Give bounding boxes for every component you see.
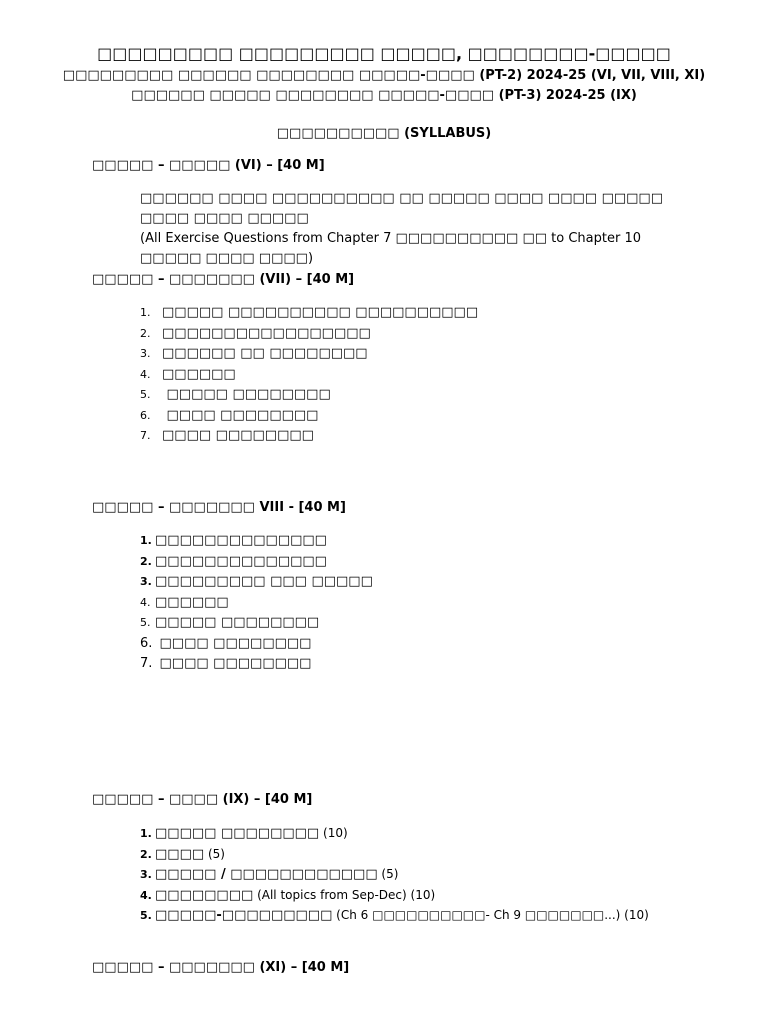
school-name-title: □□□□□□□□□ □□□□□□□□□ □□□□□, □□□□□□□□-□□□□□ xyxy=(97,44,671,63)
section-heading-ix: □□□□□ – □□□□ (IX) – [40 M] xyxy=(92,792,313,807)
section-vi-line2: (All Exercise Questions from Chapter 7 □□□□□□□□□□ □□ to Chapter 10 □□□□□ □□□□ □□□□) xyxy=(140,231,641,266)
section-heading-viii: □□□□□ – □□□□□□□ VIII - [40 M] xyxy=(92,500,346,515)
list-item: 4. □□□□□□ xyxy=(140,366,236,382)
list-item: 5. □□□□□ □□□□□□□□ xyxy=(140,387,331,402)
section-vi-paragraph xyxy=(140,189,690,269)
list-item: 6. □□□□ □□□□□□□□ xyxy=(140,635,312,651)
list-item: 1. □□□□□ □□□□□□□□□□ □□□□□□□□□□ xyxy=(140,305,479,320)
section-vii-list xyxy=(140,303,478,447)
section-heading-vii: □□□□□ – □□□□□□□ (VII) – [40 M] xyxy=(92,272,355,287)
list-item: 6. □□□□ □□□□□□□□ xyxy=(140,407,319,423)
list-item: 2. □□□□ (5) xyxy=(140,846,225,862)
section-heading-vi: □□□□□ – □□□□□ (VI) – [40 M] xyxy=(92,158,325,173)
section-viii-list xyxy=(140,531,373,675)
list-item: 7. □□□□ □□□□□□□□ xyxy=(140,656,312,671)
list-item: 1. □□□□□ □□□□□□□□ (10) xyxy=(140,826,348,841)
list-item: 5. □□□□□ □□□□□□□□ xyxy=(140,615,320,630)
list-item: 3. □□□□□□ □□ □□□□□□□□ xyxy=(140,346,368,361)
list-item: 4. □□□□□□□□ (All topics from Sep-Dec) (10) xyxy=(140,887,436,903)
list-item: 2. □□□□□□□□□□□□□□□□□ xyxy=(140,325,371,341)
section-heading-xi: □□□□□ – □□□□□□□ (XI) – [40 M] xyxy=(92,960,350,975)
list-item: 1. □□□□□□□□□□□□□□ xyxy=(140,533,327,548)
list-item: 5. □□□□□-□□□□□□□□□ (Ch 6 □□□□□□□□□□- Ch 9 □□□□□□□...) (10) xyxy=(140,908,649,923)
exam-title-pt2: □□□□□□□□□ □□□□□□ □□□□□□□□ □□□□□-□□□□ (PT-2) 2024-25 (VI, VII, VIII, XI) xyxy=(62,68,706,83)
syllabus-heading: □□□□□□□□□□ (SYLLABUS) xyxy=(276,126,492,141)
list-item: 4. □□□□□□ xyxy=(140,594,229,610)
list-item: 7. □□□□ □□□□□□□□ xyxy=(140,428,314,443)
list-item: 2. □□□□□□□□□□□□□□ xyxy=(140,553,327,569)
section-vi-line1: □□□□□□ □□□□ □□□□□□□□□□ □□ □□□□□ □□□□ □□□□ □□□□□ □□□□ □□□□ □□□□□ xyxy=(140,191,663,226)
list-item: 3. □□□□□ / □□□□□□□□□□□□ (5) xyxy=(140,867,399,882)
exam-title-pt3: □□□□□□ □□□□□ □□□□□□□□ □□□□□-□□□□ (PT-3) 2024-25 (IX) xyxy=(131,88,637,103)
section-ix-list xyxy=(140,823,649,926)
list-item: 3. □□□□□□□□□ □□□ □□□□□ xyxy=(140,574,373,589)
